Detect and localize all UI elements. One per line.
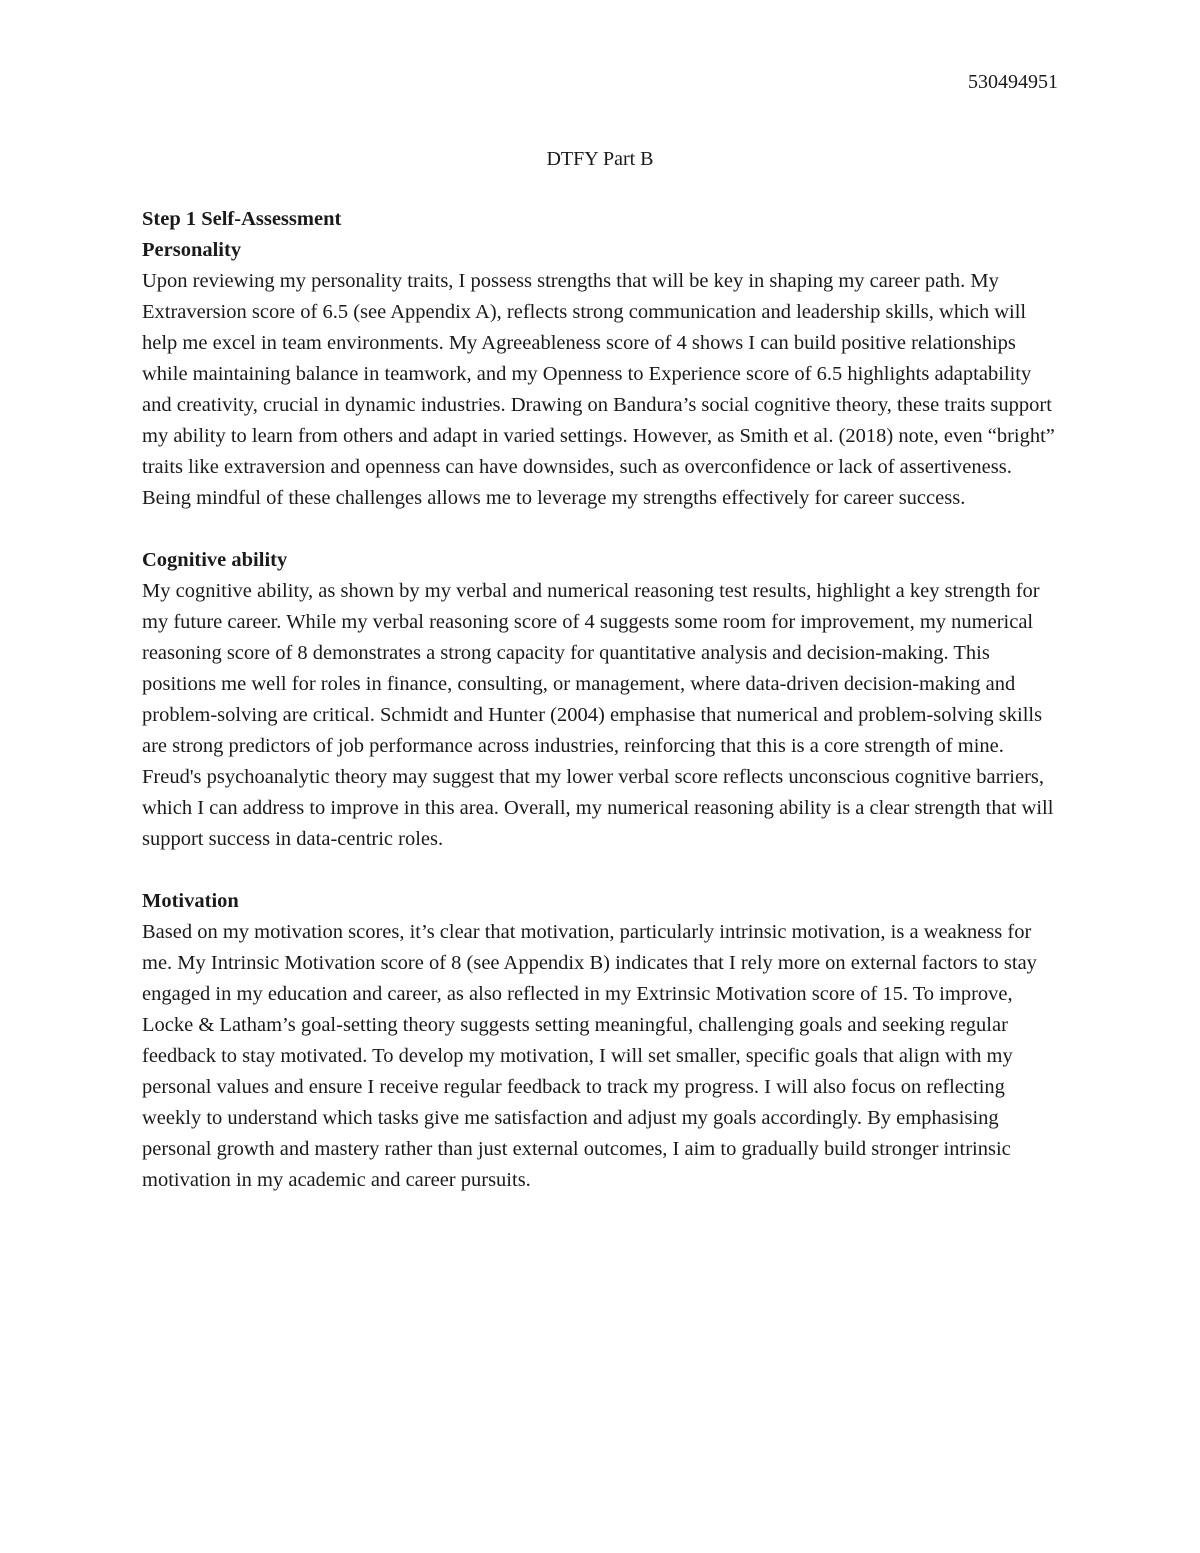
- section-heading-personality: Personality: [142, 239, 242, 261]
- section-heading-cognitive-ability: Cognitive ability: [142, 549, 288, 571]
- section-text-cognitive-ability: My cognitive ability, as shown by my verbal and numerical reasoning test results, highlight a key strength for my future career. While my verbal reasoning score of 4 suggests some room for improvement, my numerical reasoning score of 8 demonstrates a strong capacity for quantitative analysis and decision-making. This positions me well for roles in finance, consulting, or management, where data-driven decision-making and problem-solving are critical. Schmidt and Hunter (2004) emphasise that numerical and problem-solving skills are strong predictors of job performance across industries, reinforcing that this is a core strength of mine. Freud's psychoanalytic theory may suggest that my lower verbal score reflects unconscious cognitive barriers, which I can address to improve in this area. Overall, my numerical reasoning ability is a clear strength that will support success in data-centric roles.: [142, 580, 1054, 850]
- section-text-motivation: Based on my motivation scores, it’s clear that motivation, particularly intrinsic motivation, is a weakness for me. My Intrinsic Motivation score of 8 (see Appendix B) indicates that I rely more on external factors to stay engaged in my education and career, as also reflected in my Extrinsic Motivation score of 15. To improve, Locke & Latham’s goal-setting theory suggests setting meaningful, challenging goals and seeking regular feedback to stay motivated. To develop my motivation, I will set smaller, specific goals that align with my personal values and ensure I receive regular feedback to track my progress. I will also focus on reflecting weekly to understand which tasks give me satisfaction and adjust my goals accordingly. By emphasising personal growth and mastery rather than just external outcomes, I aim to gradually build stronger intrinsic motivation in my academic and career pursuits.: [142, 921, 1037, 1191]
- student-id: 530494951: [968, 71, 1058, 93]
- section-spacer: [142, 855, 1060, 886]
- section-spacer: [142, 514, 1060, 545]
- document-body: [142, 204, 1060, 1196]
- document-title: DTFY Part B: [546, 148, 654, 170]
- section-heading-motivation: Motivation: [142, 890, 239, 912]
- step-heading: Step 1 Self-Assessment: [142, 208, 342, 230]
- section-text-personality: Upon reviewing my personality traits, I possess strengths that will be key in shaping my career path. My Extraversion score of 6.5 (see Appendix A), reflects strong communication and leadership skills, which will help me excel in team environments. My Agreeableness score of 4 shows I can build positive relationships while maintaining balance in teamwork, and my Openness to Experience score of 6.5 highlights adaptability and creativity, crucial in dynamic industries. Drawing on Bandura’s social cognitive theory, these traits support my ability to learn from others and adapt in varied settings. However, as Smith et al. (2018) note, even “bright” traits like extraversion and openness can have downsides, such as overconfidence or lack of assertiveness. Being mindful of these challenges allows me to leverage my strengths effectively for career success.: [142, 270, 1055, 509]
